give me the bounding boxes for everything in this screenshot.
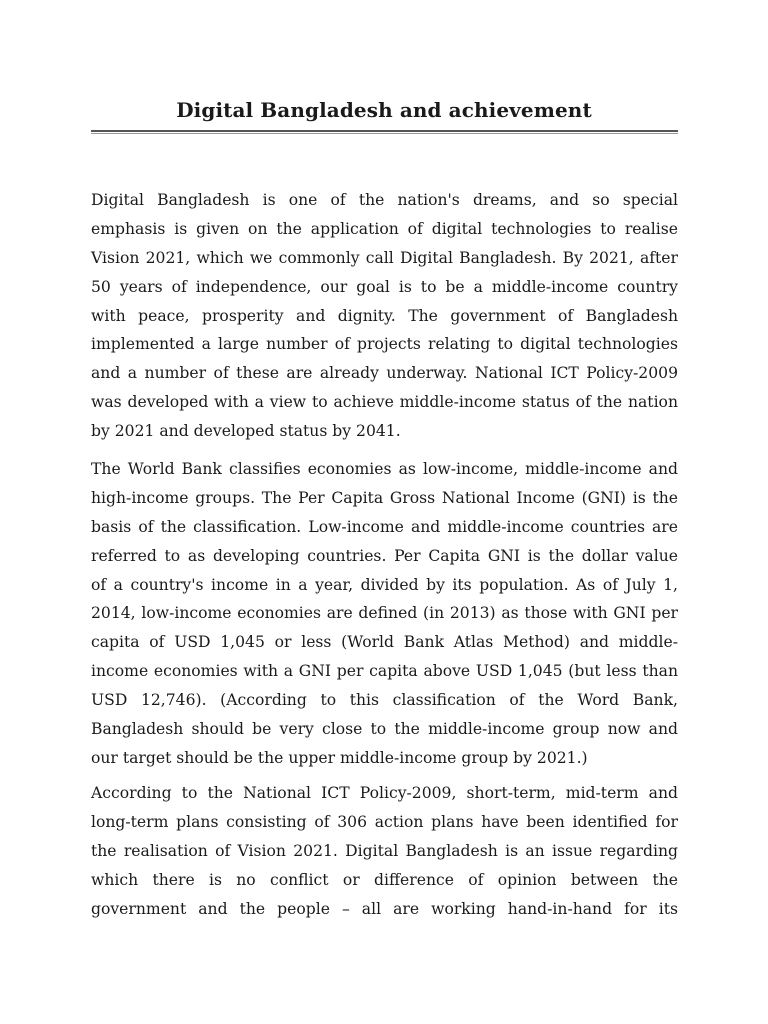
text-line: According to the National ICT Policy-2009, short-term, mid-term and (91, 784, 678, 802)
text-line: of a country's income in a year, divided by its population. As of July 1, (91, 575, 678, 594)
title-divider-secondary (91, 133, 678, 134)
text-line: income economies with a GNI per capita above USD 1,045 (but less than (91, 662, 678, 681)
text-line: was developed with a view to achieve middle-income status of the nation (91, 393, 678, 412)
text-line: The World Bank classifies economies as low-income, middle-income and (91, 460, 678, 478)
text-line: our target should be the upper middle-income group by 2021.) (91, 748, 588, 767)
text-line: government and the people – all are working hand-in-hand for its (91, 899, 678, 918)
text-line: 50 years of independence, our goal is to be a middle-income country (91, 277, 678, 296)
title-divider (91, 130, 678, 132)
text-line: which there is no conflict or difference of opinion between the (91, 870, 678, 889)
text-line: Digital Bangladesh is one of the nation's dreams, and so special (91, 191, 678, 209)
text-line: long-term plans consisting of 306 action plans have been identified for (91, 812, 678, 831)
text-line: capita of USD 1,045 or less (World Bank Atlas Method) and middle- (91, 633, 678, 652)
text-line: 2014, low-income economies are defined (in 2013) as those with GNI per (91, 604, 678, 623)
paragraph-1 (91, 186, 678, 446)
text-line: Vision 2021, which we commonly call Digital Bangladesh. By 2021, after (91, 248, 678, 267)
text-line: USD 12,746). (According to this classification of the Word Bank, (91, 691, 678, 710)
document-title: Digital Bangladesh and achievement (176, 98, 592, 122)
text-line: implemented a large number of projects relating to digital technologies (91, 335, 678, 354)
text-line: Bangladesh should be very close to the middle-income group now and (91, 720, 678, 739)
text-line: and a number of these are already underway. National ICT Policy-2009 (91, 364, 678, 383)
text-line: high-income groups. The Per Capita Gross National Income (GNI) is the (91, 488, 678, 507)
text-line: with peace, prosperity and dignity. The government of Bangladesh (91, 306, 678, 325)
text-line: basis of the classification. Low-income and middle-income countries are (91, 517, 678, 536)
paragraph-2 (91, 455, 678, 773)
text-line: by 2021 and developed status by 2041. (91, 422, 401, 441)
text-line: the realisation of Vision 2021. Digital Bangladesh is an issue regarding (91, 841, 678, 860)
text-line: emphasis is given on the application of digital technologies to realise (91, 219, 678, 238)
text-line: referred to as developing countries. Per Capita GNI is the dollar value (91, 546, 678, 565)
paragraph-3 (91, 779, 678, 923)
